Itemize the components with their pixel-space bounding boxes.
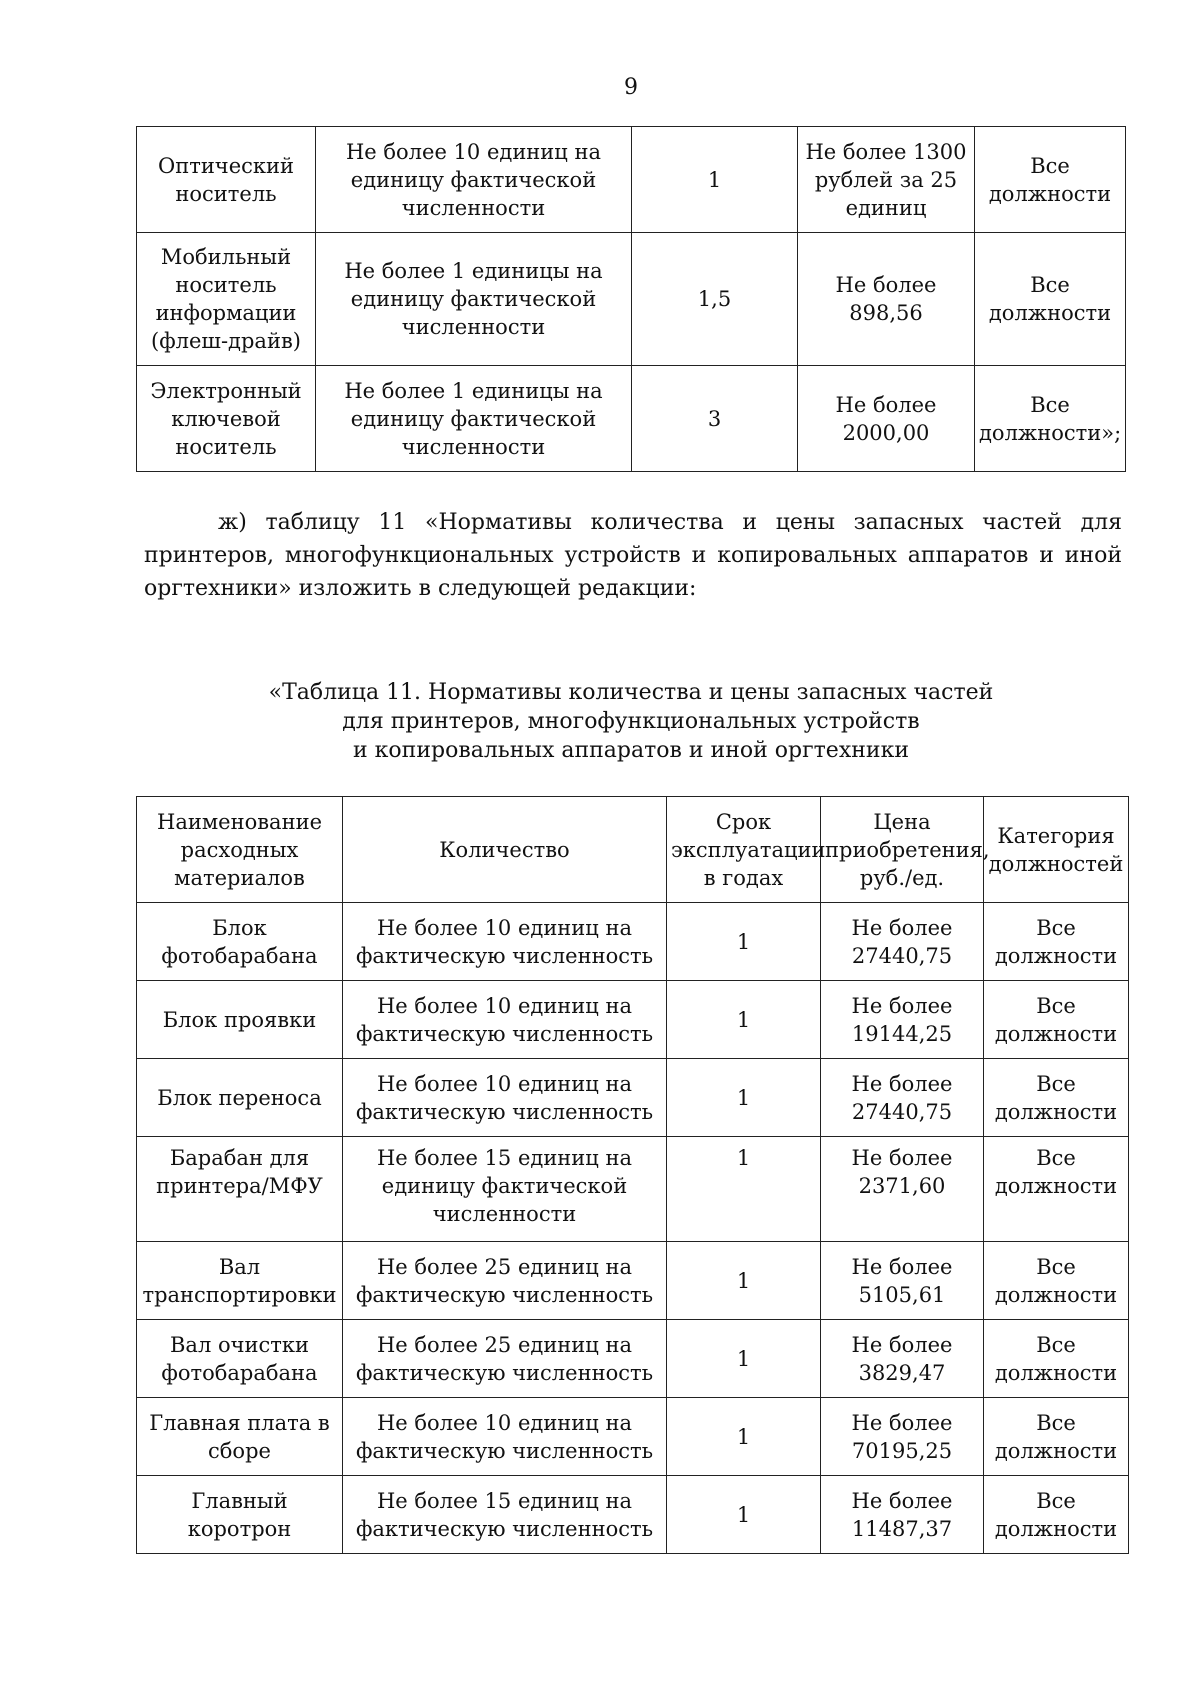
page-number: 9 [624, 75, 638, 100]
item-category: Все должности [975, 233, 1126, 366]
item-name: Электронный ключевой носитель [137, 366, 316, 472]
item-name: Барабан для принтера/МФУ [137, 1137, 343, 1242]
item-price: Не более 2371,60 [821, 1137, 984, 1242]
table-row [137, 1242, 1129, 1320]
table-row [137, 1320, 1129, 1398]
item-price: Не более 3829,47 [821, 1320, 984, 1398]
item-term: 1 [667, 1059, 821, 1137]
item-term: 1 [667, 1242, 821, 1320]
item-term: 1 [667, 1137, 821, 1242]
item-quantity: Не более 10 единиц на единицу фактической численности [316, 127, 632, 233]
item-category: Все должности [984, 903, 1129, 981]
column-header-name: Наименование расходных материалов [137, 797, 343, 903]
item-category: Все должности [975, 127, 1126, 233]
item-name: Вал очистки фотобарабана [137, 1320, 343, 1398]
column-header-term: Срок эксплуатации в годах [667, 797, 821, 903]
item-name: Главная плата в сборе [137, 1398, 343, 1476]
item-name: Главный коротрон [137, 1476, 343, 1554]
item-price: Не более 5105,61 [821, 1242, 984, 1320]
item-category: Все должности [984, 1320, 1129, 1398]
main-table [136, 796, 1129, 1554]
amendment-paragraph: ж) таблицу 11 «Нормативы количества и цены запасных частей для принтеров, многофункциональных устройств и копировальных аппаратов и иной оргтехники» изложить в следующей редакции: [144, 510, 1122, 601]
item-quantity: Не более 10 единиц на фактическую численность [343, 1398, 667, 1476]
column-header-price: Цена приобретения, руб./ед. [821, 797, 984, 903]
table-caption: «Таблица 11. Нормативы количества и цены запасных частей для принтеров, многофункциональных устройств и копировальных аппаратов и иной оргтехники [268, 680, 994, 763]
item-price: Не более 1300 рублей за 25 единиц [798, 127, 975, 233]
column-header-quantity: Количество [343, 797, 667, 903]
item-category: Все должности [984, 1242, 1129, 1320]
item-quantity: Не более 15 единиц на фактическую численность [343, 1476, 667, 1554]
table-row [137, 981, 1129, 1059]
table-row [137, 233, 1126, 366]
item-name: Мобильный носитель информации (флеш-драйв) [137, 233, 316, 366]
table-row [137, 1059, 1129, 1137]
item-quantity: Не более 15 единиц на единицу фактической численности [343, 1137, 667, 1242]
item-name: Оптический носитель [137, 127, 316, 233]
item-name: Блок фотобарабана [137, 903, 343, 981]
item-quantity: Не более 25 единиц на фактическую численность [343, 1320, 667, 1398]
item-term: 1 [667, 1320, 821, 1398]
table-row [137, 366, 1126, 472]
table-row [137, 1476, 1129, 1554]
top-table [136, 126, 1126, 472]
item-quantity: Не более 10 единиц на фактическую численность [343, 903, 667, 981]
item-name: Блок переноса [137, 1059, 343, 1137]
item-category: Все должности»; [975, 366, 1126, 472]
item-quantity: Не более 1 единицы на единицу фактической численности [316, 366, 632, 472]
item-category: Все должности [984, 1137, 1129, 1242]
item-category: Все должности [984, 1398, 1129, 1476]
table-row [137, 127, 1126, 233]
item-name: Вал транспортировки [137, 1242, 343, 1320]
item-quantity: Не более 25 единиц на фактическую численность [343, 1242, 667, 1320]
item-price: Не более 27440,75 [821, 1059, 984, 1137]
column-header-category: Категория должностей [984, 797, 1129, 903]
item-term: 1 [667, 981, 821, 1059]
item-price: Не более 898,56 [798, 233, 975, 366]
item-term: 1 [632, 127, 798, 233]
item-quantity: Не более 1 единицы на единицу фактической численности [316, 233, 632, 366]
item-price: Не более 70195,25 [821, 1398, 984, 1476]
item-price: Не более 19144,25 [821, 981, 984, 1059]
item-term: 3 [632, 366, 798, 472]
table-row [137, 903, 1129, 981]
table-header-row [137, 797, 1129, 903]
item-term: 1 [667, 1398, 821, 1476]
item-category: Все должности [984, 1476, 1129, 1554]
item-quantity: Не более 10 единиц на фактическую численность [343, 981, 667, 1059]
item-price: Не более 27440,75 [821, 903, 984, 981]
item-term: 1 [667, 1476, 821, 1554]
item-category: Все должности [984, 1059, 1129, 1137]
item-quantity: Не более 10 единиц на фактическую численность [343, 1059, 667, 1137]
item-term: 1 [667, 903, 821, 981]
item-price: Не более 2000,00 [798, 366, 975, 472]
table-row [137, 1137, 1129, 1242]
item-term: 1,5 [632, 233, 798, 366]
item-price: Не более 11487,37 [821, 1476, 984, 1554]
item-category: Все должности [984, 981, 1129, 1059]
item-name: Блок проявки [137, 981, 343, 1059]
table-row [137, 1398, 1129, 1476]
